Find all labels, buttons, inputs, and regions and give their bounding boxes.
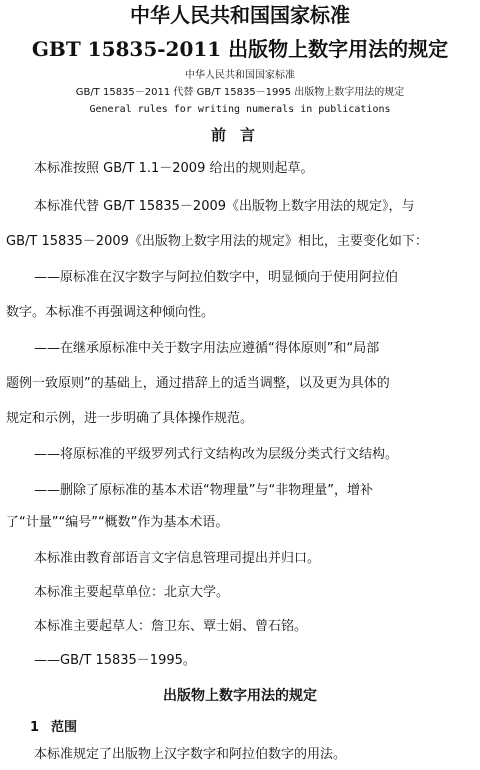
- paragraph-drafting-unit: 本标准主要起草单位：北京大学。: [34, 585, 230, 600]
- standard-subtitle-cn: 中华人民共和国国家标准: [185, 70, 295, 81]
- paragraph-replaces-line2: GB/T 15835－2009《出版物上数字用法的规定》相比，主要变化如下：: [6, 234, 428, 249]
- section-1-number: 1: [30, 720, 40, 735]
- change-item-3: ——将原标准的平级罗列式行文结构改为层级分类式行文结构。: [34, 447, 399, 462]
- paragraph-drafters: 本标准主要起草人：詹卫东、覃士娟、曾石铭。: [34, 619, 308, 634]
- paragraph-replaces-line1: 本标准代替 GB/T 15835－2009《出版物上数字用法的规定》，与: [34, 199, 415, 214]
- change-item-2-line2: 题例一致原则”的基础上，通过措辞上的适当调整，以及更为具体的: [6, 376, 390, 391]
- section-1-text: 本标准规定了出版物上汉字数字和阿拉伯数字的用法。: [34, 747, 347, 762]
- document-title-line2: GBT 15835-2011 出版物上数字用法的规定: [31, 37, 449, 61]
- section-1-title: 范围: [51, 720, 78, 735]
- paragraph-drafting-rules: 本标准按照 GB/T 1.1－2009 给出的规则起草。: [34, 161, 314, 176]
- change-item-1-line1: ——原标准在汉字数字与阿拉伯数字中，明显倾向于使用阿拉伯: [34, 270, 399, 285]
- change-item-4-line1: ——删除了原标准的基本术语“物理量”与“非物理量”，增补: [34, 483, 373, 498]
- document-title-line1: 中华人民共和国国家标准: [130, 3, 350, 27]
- standard-subtitle-en: General rules for writing numerals in publications: [89, 104, 391, 115]
- change-item-2-line3: 规定和示例，进一步明确了具体操作规范。: [6, 411, 254, 426]
- paragraph-proposer: 本标准由教育部语言文字信息管理司提出并归口。: [34, 551, 321, 566]
- section-1-heading: [30, 716, 89, 735]
- change-item-4-line2: 了“计量”“编号”“概数”作为基本术语。: [6, 515, 229, 530]
- foreword-heading: 前言: [210, 126, 269, 144]
- change-item-2-line1: ——在继承原标准中关于数字用法应遵循“得体原则”和“局部: [34, 341, 380, 356]
- change-item-1-line2: 数字。本标准不再强调这种倾向性。: [6, 305, 215, 320]
- paragraph-previous-edition: ——GB/T 15835－1995。: [34, 653, 196, 668]
- section-heading: 出版物上数字用法的规定: [163, 688, 317, 704]
- standard-code-line: GB/T 15835－2011 代替 GB/T 15835－1995 出版物上数字用法的规定: [75, 87, 405, 98]
